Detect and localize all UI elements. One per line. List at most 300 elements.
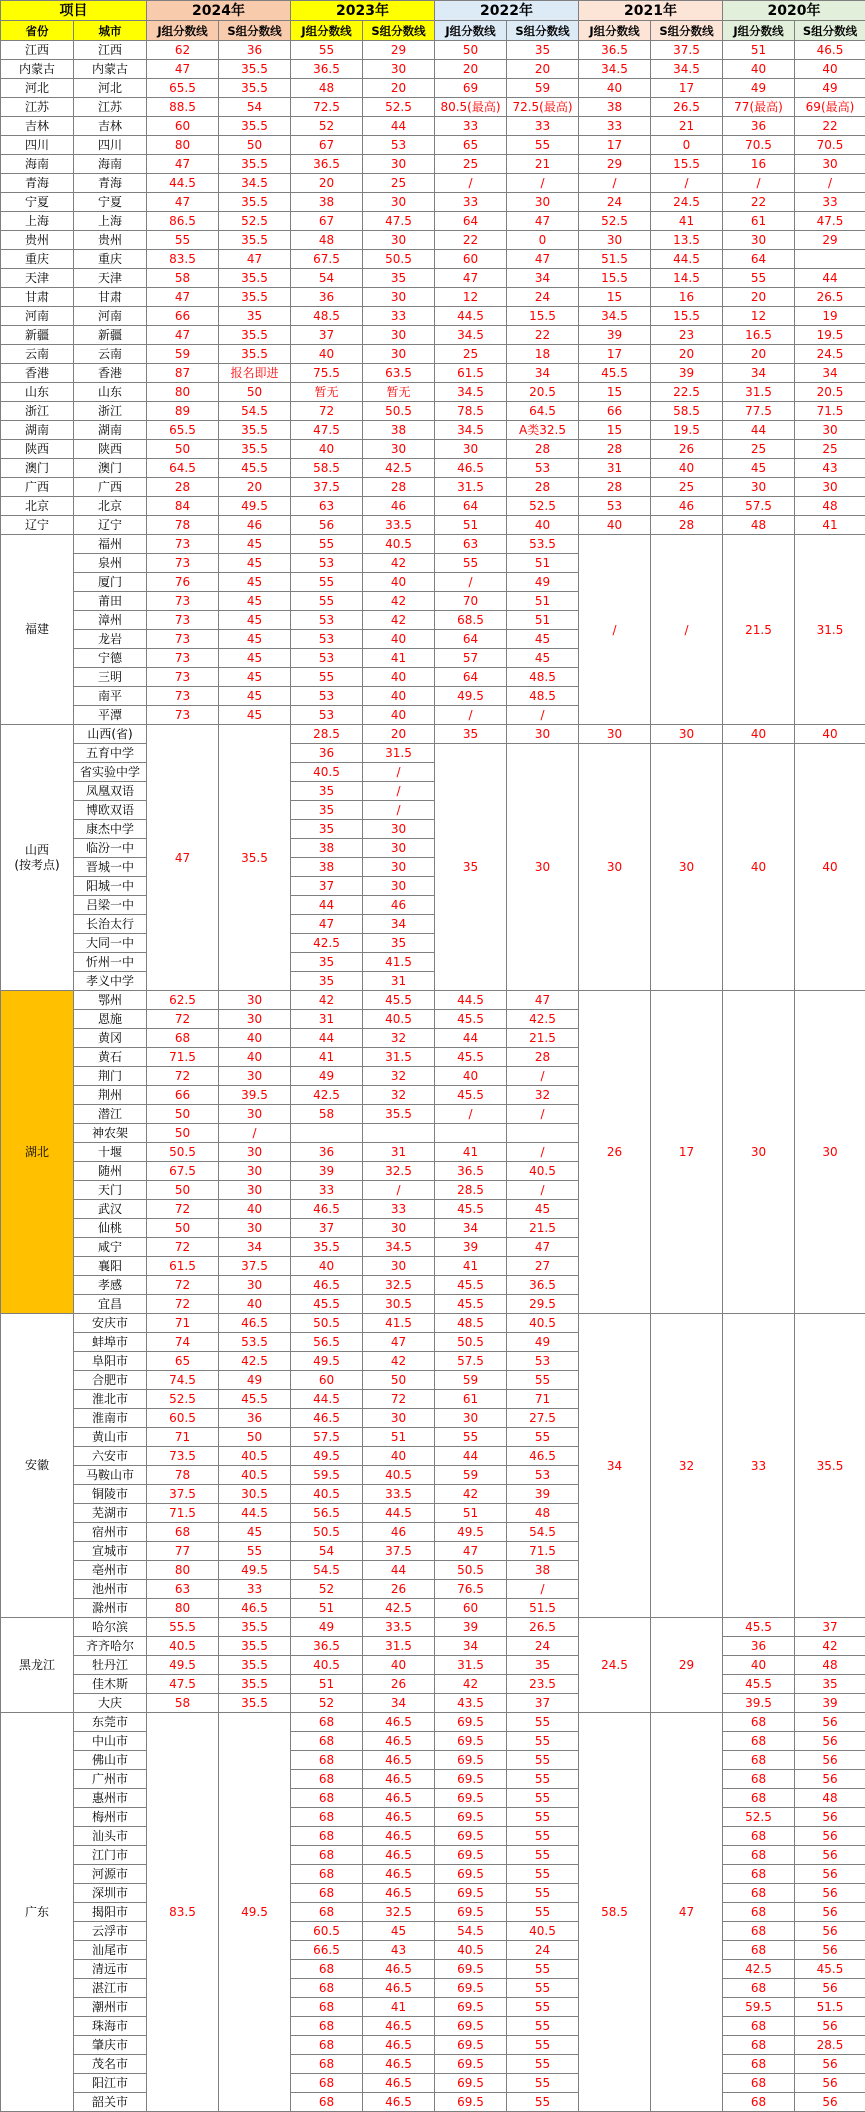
score-j-2022: 61.5	[435, 364, 507, 383]
table-row	[1, 231, 865, 250]
score-s-2024: 35.5	[219, 269, 291, 288]
score-j-2021: /	[579, 535, 651, 725]
score-s-2023: 46.5	[363, 1979, 435, 1998]
score-j-2022: 69.5	[435, 1903, 507, 1922]
score-j-2024: 60.5	[147, 1409, 219, 1428]
score-s-2024: 35.5	[219, 1694, 291, 1713]
score-j-2020: 57.5	[723, 497, 795, 516]
score-j-2020: 68	[723, 2017, 795, 2036]
score-j-2024: 73	[147, 687, 219, 706]
score-s-2022: 26.5	[507, 1618, 579, 1637]
score-j-2023: 68	[291, 2017, 363, 2036]
score-s-2022: 24	[507, 1941, 579, 1960]
score-j-2023: 28.5	[291, 725, 363, 744]
score-s-2022: 30	[507, 744, 579, 991]
score-s-2022: 55	[507, 1732, 579, 1751]
score-j-2022: 69.5	[435, 1884, 507, 1903]
score-j-2023: 72.5	[291, 98, 363, 117]
score-s-2024: 49.5	[219, 1561, 291, 1580]
score-s-2022: 55	[507, 1713, 579, 1732]
score-s-2024: 53.5	[219, 1333, 291, 1352]
score-j-2021: 34	[579, 1314, 651, 1618]
score-s-2022: 55	[507, 136, 579, 155]
province-cell: 江苏	[1, 98, 74, 117]
score-j-2021: 40	[579, 79, 651, 98]
score-s-2024: 35.5	[219, 60, 291, 79]
score-s-2024: 45	[219, 630, 291, 649]
score-j-2024: 58	[147, 269, 219, 288]
score-j-2022: 33	[435, 117, 507, 136]
score-j-2023: 68	[291, 1713, 363, 1732]
province-cell: 黑龙江	[1, 1618, 74, 1713]
score-j-2024: 89	[147, 402, 219, 421]
city-cell: 大庆	[74, 1694, 147, 1713]
city-cell: 五育中学	[74, 744, 147, 763]
score-s-2024: 54.5	[219, 402, 291, 421]
score-s-2022: 53	[507, 1466, 579, 1485]
score-s-2023: 30.5	[363, 1295, 435, 1314]
score-j-2024: 62	[147, 41, 219, 60]
score-j-2023: 35.5	[291, 1238, 363, 1257]
score-j-2023: 40.5	[291, 1485, 363, 1504]
table-body	[1, 41, 865, 2112]
city-cell: 肇庆市	[74, 2036, 147, 2055]
score-s-2022: 40	[507, 516, 579, 535]
score-j-2023: 56	[291, 516, 363, 535]
score-s-2024: 33	[219, 1580, 291, 1599]
score-j-2024: 61.5	[147, 1257, 219, 1276]
score-s-2023: 63.5	[363, 364, 435, 383]
table-row	[1, 155, 865, 174]
score-j-2023: 55	[291, 41, 363, 60]
city-cell: 青海	[74, 174, 147, 193]
score-s-2021: 44.5	[651, 250, 723, 269]
score-j-2020: 39.5	[723, 1694, 795, 1713]
score-s-2023: 42	[363, 592, 435, 611]
score-j-2024: 78	[147, 1466, 219, 1485]
table-row	[1, 1903, 865, 1922]
score-s-2023: 72	[363, 1390, 435, 1409]
score-s-2024: 30	[219, 1067, 291, 1086]
city-cell: 梅州市	[74, 1808, 147, 1827]
score-s-2022: 55	[507, 1827, 579, 1846]
score-j-2024: 50.5	[147, 1143, 219, 1162]
city-cell: 新疆	[74, 326, 147, 345]
score-s-2023: 42.5	[363, 459, 435, 478]
score-s-2023: 32	[363, 1029, 435, 1048]
score-s-2021: 25	[651, 478, 723, 497]
score-j-2023: 48	[291, 231, 363, 250]
score-s-2024: 37.5	[219, 1257, 291, 1276]
score-s-2023: 31	[363, 1143, 435, 1162]
score-j-2024: 72	[147, 1295, 219, 1314]
score-j-2020: 68	[723, 1884, 795, 1903]
score-s-2020: 40	[795, 60, 865, 79]
score-j-2020: 55	[723, 269, 795, 288]
score-s-2022: 40.5	[507, 1314, 579, 1333]
score-j-2020: 33	[723, 1314, 795, 1618]
score-j-2022: 64	[435, 668, 507, 687]
score-j-2021: 39	[579, 326, 651, 345]
score-s-2024: 49.5	[219, 497, 291, 516]
score-j-2023: 68	[291, 2036, 363, 2055]
score-j-2024: 59	[147, 345, 219, 364]
score-j-2020: 68	[723, 1941, 795, 1960]
table-row	[1, 2055, 865, 2074]
score-j-2021: 15.5	[579, 269, 651, 288]
score-j-2022: 50.5	[435, 1561, 507, 1580]
score-s-2022: 27	[507, 1257, 579, 1276]
city-cell: 佛山市	[74, 1751, 147, 1770]
score-j-2023: 68	[291, 1979, 363, 1998]
score-s-2021: 22.5	[651, 383, 723, 402]
score-s-2024: 36	[219, 41, 291, 60]
score-s-2021: 16	[651, 288, 723, 307]
score-s-2023: 46.5	[363, 1713, 435, 1732]
score-j-2020: 51	[723, 41, 795, 60]
score-j-2021: 36.5	[579, 41, 651, 60]
score-j-2023: 47.5	[291, 421, 363, 440]
province-cell: 辽宁	[1, 516, 74, 535]
score-j-2020: 77.5	[723, 402, 795, 421]
score-j-2022: 34.5	[435, 326, 507, 345]
header-s-2020: S组分数线	[795, 21, 865, 41]
score-j-2021: 15	[579, 421, 651, 440]
score-s-2024: 45	[219, 592, 291, 611]
city-cell: 黄石	[74, 1048, 147, 1067]
score-s-2022: 55	[507, 1903, 579, 1922]
score-j-2023: 68	[291, 1827, 363, 1846]
score-j-2023: 46.5	[291, 1276, 363, 1295]
score-j-2023: 50.5	[291, 1523, 363, 1542]
score-j-2022: 59	[435, 1466, 507, 1485]
city-cell: 宣城市	[74, 1542, 147, 1561]
score-s-2021: 26	[651, 440, 723, 459]
score-j-2022: 40	[435, 1067, 507, 1086]
score-s-2022: 15.5	[507, 307, 579, 326]
city-cell: 深圳市	[74, 1884, 147, 1903]
score-s-2021: 47	[651, 1713, 723, 2112]
city-cell: 池州市	[74, 1580, 147, 1599]
score-s-2023: 30	[363, 60, 435, 79]
score-s-2021: 19.5	[651, 421, 723, 440]
score-s-2023: 41	[363, 1998, 435, 2017]
score-s-2024: 35.5	[219, 1656, 291, 1675]
table-row	[1, 1960, 865, 1979]
score-j-2020: 42.5	[723, 1960, 795, 1979]
score-j-2024: 73	[147, 649, 219, 668]
table-row	[1, 383, 865, 402]
score-s-2020: 56	[795, 1903, 865, 1922]
header-j-2024: J组分数线	[147, 21, 219, 41]
table-row	[1, 1998, 865, 2017]
score-s-2023: 47.5	[363, 212, 435, 231]
score-j-2023: 37	[291, 877, 363, 896]
score-j-2023: 53	[291, 649, 363, 668]
score-j-2022: 44.5	[435, 307, 507, 326]
score-j-2024: 40.5	[147, 1637, 219, 1656]
score-s-2021: 40	[651, 459, 723, 478]
city-cell: 阜阳市	[74, 1352, 147, 1371]
score-s-2023: 41	[363, 649, 435, 668]
score-s-2020: 41	[795, 516, 865, 535]
score-j-2023: 36.5	[291, 155, 363, 174]
score-s-2023: 46.5	[363, 1865, 435, 1884]
score-s-2022: /	[507, 706, 579, 725]
score-s-2023: 30	[363, 858, 435, 877]
score-s-2020	[795, 250, 865, 269]
score-s-2024: 45	[219, 649, 291, 668]
score-s-2022: 34	[507, 269, 579, 288]
table-row	[1, 98, 865, 117]
score-j-2023: 63	[291, 497, 363, 516]
city-cell: 蚌埠市	[74, 1333, 147, 1352]
score-j-2023: 49	[291, 1067, 363, 1086]
score-j-2022: 69.5	[435, 1846, 507, 1865]
score-s-2024: 35.5	[219, 1637, 291, 1656]
score-j-2022: 34	[435, 1637, 507, 1656]
city-cell: 合肥市	[74, 1371, 147, 1390]
score-j-2022: 31.5	[435, 1656, 507, 1675]
score-s-2024: 49.5	[219, 1713, 291, 2112]
score-j-2022: 64	[435, 497, 507, 516]
score-j-2022: 69.5	[435, 1979, 507, 1998]
score-s-2022: 55	[507, 1979, 579, 1998]
score-s-2021: 24.5	[651, 193, 723, 212]
score-s-2020: /	[795, 174, 865, 193]
score-j-2024: 74	[147, 1333, 219, 1352]
score-j-2020: 70.5	[723, 136, 795, 155]
score-j-2023: 44	[291, 1029, 363, 1048]
score-j-2023	[291, 1124, 363, 1143]
score-j-2024: 47	[147, 60, 219, 79]
score-s-2023: 46.5	[363, 1884, 435, 1903]
score-s-2022: 47	[507, 212, 579, 231]
score-s-2023: 40.5	[363, 1010, 435, 1029]
score-s-2024: 40	[219, 1200, 291, 1219]
score-j-2022: 68.5	[435, 611, 507, 630]
score-s-2022: 45	[507, 630, 579, 649]
table-row	[1, 402, 865, 421]
score-j-2023: 58.5	[291, 459, 363, 478]
score-s-2022: 0	[507, 231, 579, 250]
score-s-2020: 40	[795, 725, 865, 744]
header-province: 省份	[1, 21, 74, 41]
score-s-2023: 46.5	[363, 1732, 435, 1751]
score-s-2023: 40	[363, 630, 435, 649]
city-cell: 陕西	[74, 440, 147, 459]
score-j-2024: 37.5	[147, 1485, 219, 1504]
score-j-2023: 60	[291, 1371, 363, 1390]
score-j-2021: 24.5	[579, 1618, 651, 1713]
score-j-2023: 35	[291, 953, 363, 972]
score-j-2023: 53	[291, 706, 363, 725]
score-j-2021: 17	[579, 345, 651, 364]
score-s-2024: 45	[219, 535, 291, 554]
score-j-2022: 40.5	[435, 1941, 507, 1960]
province-cell: 福建	[1, 535, 74, 725]
province-cell: 浙江	[1, 402, 74, 421]
score-s-2024: 34.5	[219, 174, 291, 193]
score-j-2020: 68	[723, 1865, 795, 1884]
score-s-2023: 34	[363, 1694, 435, 1713]
score-s-2023: 46.5	[363, 1770, 435, 1789]
city-cell: 辽宁	[74, 516, 147, 535]
score-j-2024: 71.5	[147, 1504, 219, 1523]
score-j-2022: 45.5	[435, 1295, 507, 1314]
score-s-2022: 55	[507, 1960, 579, 1979]
score-s-2024: 45	[219, 668, 291, 687]
score-j-2023: 36	[291, 288, 363, 307]
city-cell: 咸宁	[74, 1238, 147, 1257]
score-s-2022: 37	[507, 1694, 579, 1713]
score-s-2023: 29	[363, 41, 435, 60]
score-s-2021: 17	[651, 79, 723, 98]
score-s-2020: 28.5	[795, 2036, 865, 2055]
city-cell: 汕头市	[74, 1827, 147, 1846]
score-j-2023: 40.5	[291, 763, 363, 782]
score-j-2023: 40	[291, 1257, 363, 1276]
score-s-2024: 30	[219, 1010, 291, 1029]
score-s-2024: 35.5	[219, 79, 291, 98]
score-s-2022: 21	[507, 155, 579, 174]
score-s-2022: 23.5	[507, 1675, 579, 1694]
score-j-2023: 50.5	[291, 1314, 363, 1333]
score-s-2023: 40	[363, 687, 435, 706]
score-j-2023: 42.5	[291, 934, 363, 953]
score-j-2022: 33	[435, 193, 507, 212]
score-j-2024: 72	[147, 1276, 219, 1295]
score-s-2023: /	[363, 782, 435, 801]
score-j-2024: 67.5	[147, 1162, 219, 1181]
score-j-2021: 24	[579, 193, 651, 212]
score-s-2020: 20.5	[795, 383, 865, 402]
city-cell: 茂名市	[74, 2055, 147, 2074]
city-cell: 晋城一中	[74, 858, 147, 877]
score-j-2022: 51	[435, 1504, 507, 1523]
score-s-2022: 55	[507, 2074, 579, 2093]
score-j-2022: 28.5	[435, 1181, 507, 1200]
score-j-2020: 52.5	[723, 1808, 795, 1827]
score-s-2022: 55	[507, 2036, 579, 2055]
table-row	[1, 2074, 865, 2093]
score-s-2022: 22	[507, 326, 579, 345]
score-s-2020: 69(最高)	[795, 98, 865, 117]
header-s-2021: S组分数线	[651, 21, 723, 41]
score-j-2024: 80	[147, 136, 219, 155]
province-cell: 山东	[1, 383, 74, 402]
score-s-2022: 64.5	[507, 402, 579, 421]
score-s-2022: 51	[507, 554, 579, 573]
score-j-2022: 69.5	[435, 2055, 507, 2074]
province-cell: 北京	[1, 497, 74, 516]
score-j-2020: 45.5	[723, 1675, 795, 1694]
score-j-2021: 33	[579, 117, 651, 136]
score-j-2021: 34.5	[579, 60, 651, 79]
score-s-2021: 13.5	[651, 231, 723, 250]
province-cell: 宁夏	[1, 193, 74, 212]
score-j-2022: 43.5	[435, 1694, 507, 1713]
score-s-2020: 42	[795, 1637, 865, 1656]
score-j-2023: 53	[291, 687, 363, 706]
score-j-2022: 64	[435, 212, 507, 231]
score-s-2021: 23	[651, 326, 723, 345]
score-s-2024: 45	[219, 611, 291, 630]
score-s-2022: /	[507, 174, 579, 193]
score-s-2020: 39	[795, 1694, 865, 1713]
score-s-2021: 17	[651, 991, 723, 1314]
city-cell: 宁德	[74, 649, 147, 668]
score-s-2022: /	[507, 1181, 579, 1200]
score-s-2021: 21	[651, 117, 723, 136]
city-cell: 六安市	[74, 1447, 147, 1466]
score-j-2020: 68	[723, 2055, 795, 2074]
score-j-2021: 31	[579, 459, 651, 478]
score-s-2024: 45.5	[219, 1390, 291, 1409]
province-cell: 青海	[1, 174, 74, 193]
score-s-2024: 20	[219, 478, 291, 497]
score-j-2023: 72	[291, 402, 363, 421]
score-j-2020: 40	[723, 744, 795, 991]
score-s-2024: 54	[219, 98, 291, 117]
score-j-2023: 55	[291, 573, 363, 592]
score-s-2022: 35	[507, 1656, 579, 1675]
score-j-2023: 57.5	[291, 1428, 363, 1447]
score-j-2022: 69.5	[435, 2017, 507, 2036]
score-j-2022: 44.5	[435, 991, 507, 1010]
table-row	[1, 345, 865, 364]
city-cell: 哈尔滨	[74, 1618, 147, 1637]
city-cell: 贵州	[74, 231, 147, 250]
table-row	[1, 459, 865, 478]
score-j-2022: 45.5	[435, 1086, 507, 1105]
score-s-2024: 46.5	[219, 1599, 291, 1618]
header-j-2021: J组分数线	[579, 21, 651, 41]
score-j-2023: 40.5	[291, 1656, 363, 1675]
score-s-2023: 33	[363, 1200, 435, 1219]
score-s-2024: 35.5	[219, 440, 291, 459]
score-s-2024: 47	[219, 250, 291, 269]
score-s-2020: 35	[795, 1675, 865, 1694]
city-cell: 山东	[74, 383, 147, 402]
score-j-2023: 40	[291, 440, 363, 459]
city-cell: 淮南市	[74, 1409, 147, 1428]
score-s-2022: 51	[507, 592, 579, 611]
score-j-2021: 15	[579, 288, 651, 307]
score-s-2023: 40	[363, 1656, 435, 1675]
score-j-2022: 63	[435, 535, 507, 554]
score-j-2021: 40	[579, 516, 651, 535]
score-s-2022: 49	[507, 573, 579, 592]
province-cell: 内蒙古	[1, 60, 74, 79]
score-j-2024: 47	[147, 725, 219, 991]
score-s-2021: 14.5	[651, 269, 723, 288]
score-s-2023: 42.5	[363, 1599, 435, 1618]
score-j-2024: 78	[147, 516, 219, 535]
score-s-2020: 56	[795, 1865, 865, 1884]
province-cell: 湖北	[1, 991, 74, 1314]
score-s-2024: 30	[219, 1219, 291, 1238]
score-s-2023: /	[363, 763, 435, 782]
score-s-2023: 40	[363, 1447, 435, 1466]
table-row	[1, 1713, 865, 1732]
score-j-2024: 63	[147, 1580, 219, 1599]
score-s-2024: 50	[219, 136, 291, 155]
score-s-2023: 32.5	[363, 1276, 435, 1295]
score-s-2022: 47	[507, 250, 579, 269]
score-j-2023: 36.5	[291, 1637, 363, 1656]
score-j-2023: 46.5	[291, 1200, 363, 1219]
